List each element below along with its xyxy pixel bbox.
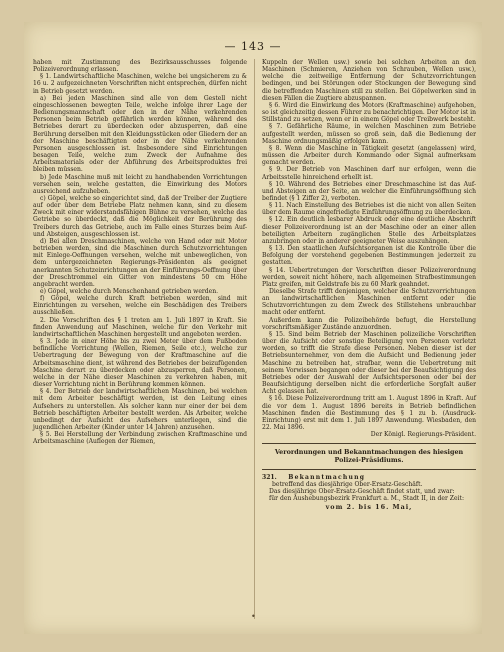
- paragraph: d) Bei allen Dreschmaschinen, welche von Hand oder mit Motor betrieben werden, sind die Maschinen durch Schutzvorrichtungen mit Einlege-Oeffnungen versehen, welche mit unbeweglichen, von dem untergezeichneten Regierungs-Präsidenten als geeignet anerkannten Schutzeinrichtungen an der Einführungs-Oeffnung über der Dreschtrommel ein Gitter von mindestens 50 cm Höhe angebracht werden.: [33, 237, 247, 288]
- paragraph: Dieselbe Strafe trifft denjenigen, welcher die Schutzvorrichtungen an landwirtschaftlichen Maschinen entfernt oder die Schutzvorrichtungen zu dem Zweck des Stillstehens unbrauchbar macht oder entfernt.: [262, 288, 476, 317]
- section-title: Verordnungen und Bekanntmachungen des hiesigen Polizei-Präsidiums.: [274, 447, 464, 464]
- announcement-number: 321.: [262, 473, 277, 481]
- paragraph: a) Bei jeden Maschinen sind alle von dem Gestell nicht eingeschlossenen bewegten Teile, welche infolge ihrer Lage der Bedienungsmannschaft oder den in der Nähe verkehrenden Personen beim Betrieb gefährlich werden können, während des Betriebes derart zu überdecken oder abzusperren, daß eine Berührung derselben mit den Kleidungsstücken oder Gliedern der an der Maschine beschäftigten oder in der Nähe verkehrenden Personen ausgeschlossen ist. Insbesondere sind Einrichtungen besagen Teile, welche zum Zweck der Aufnahme des Arbeitsmaterials oder der Abführung des Arbeitsproduktes frei bleiben müssen.: [33, 94, 247, 174]
- announcement-text: betreffend das diesjährige Ober-Ersatz-Geschäft.: [272, 480, 423, 488]
- announcement: [262, 474, 476, 512]
- column-divider: [254, 59, 255, 619]
- announcement-text: Das diesjährige Ober-Ersatz-Geschäft findet statt, und zwar:: [269, 487, 455, 495]
- paragraph: § 5. Bei Herstellung der Verbindung zwischen Kraftmaschine und Arbeitsmaschine (Auflegen der Riemen,: [33, 431, 247, 446]
- paragraph: f) Göpel, welche durch Kraft betrieben werden, sind mit Einrichtungen zu versehen, welche ein Beschädigen des Treibers ausschließen.: [33, 295, 247, 317]
- paragraph: 2. Die Vorschriften des § 1 treten am 1. Juli 1897 in Kraft. Sie finden Anwendung auf Maschinen, welche für den Verkehr mit landwirtschaftlichen Maschinen hergestellt und angeboten werden.: [33, 316, 247, 338]
- paragraph: § 6. Wird die Einwirkung des Motors (Kraftmaschine) aufgehoben, so ist gleichzeitig dessen Führer zu benachrichtigen. Der Motor ist in Stillstand zu setzen, wenn er in einem Göpel oder Treibwerk besteht.: [262, 101, 476, 124]
- paragraph: § 14. Uebertretungen der Vorschriften dieser Polizeiverordnung werden, soweit nicht höhere, nach allgemeinen Strafbestimmungen Platz greifen, mit Geldstrafe bis zu 60 Mark geahndet.: [262, 266, 476, 288]
- paragraph: § 1. Landwirtschaftliche Maschinen, welche bei ungsicherem zu & 16 u. 2 aufgezeichneten Vorschriften nicht entsprechen, dürfen nicht in Betrieb gesetzt werden.: [33, 73, 247, 95]
- paragraph: § 13. Den staatlichen Aufsichtsorganen ist die Kontrolle über die Befolgung der vorstehend gegebenen Bestimmungen jederzeit zu gestatten.: [262, 245, 476, 267]
- paragraph: Kuppeln der Wellen usw.) sowie bei solchen Arbeiten an den Maschinen (Schmieren, Anziehen von Schrauben, Wellen usw.), welche die zeitweilige Entfernung der Schutzvorrichtungen bedingen, und bei Störungen oder Stockungen der Bewegung sind die betreffenden Maschinen still zu stellen. Bei Göpelwerken sind in diesen Fällen die Zugtiere abzuspannen.: [262, 59, 476, 102]
- paragraph: § 9. Der Betrieb von Maschinen darf nur erfolgen, wenn die Arbeitsstelle hinreichend erhellt ist.: [262, 166, 476, 181]
- paragraph: § 12. Ein deutlich lesbarer Abdruck oder eine deutliche Abschrift dieser Polizeiverordnung ist an der Maschine oder an einer allen beteiligten Arbeitern zugänglichen Stelle des Arbeitsplatzes anzubringen oder in anderer geeigneter Weise auszuhängen.: [262, 216, 476, 245]
- section-rule: [262, 469, 476, 470]
- page-number: — 143 —: [224, 40, 282, 53]
- paragraph: § 4. Der Betrieb der landwirtschaftlichen Maschinen, bei welchen mit dem Arbeiter beschäftigt werden, ist den Leitung eines Aufsehers zu unterstellen. Als solcher kann nur einer der bei dem Betrieb beschäftigten Arbeiter bestellt werden. Als Arbeiter, welche unbedingt der Aufsicht des Aufsehers unterliegen, sind die jugendlichen Arbeiter (Kinder unter 14 Jahren) anzusehen.: [33, 388, 247, 431]
- left-column: [33, 59, 247, 445]
- announcement-title: Bekanntmachung: [288, 473, 366, 481]
- signature-line: Der Königl. Regierungs-Präsident.: [370, 431, 476, 439]
- paragraph: § 8. Wenn die Maschine in Tätigkeit gesetzt (angelassen) wird, müssen die Arbeiter durch Kommando oder Signal aufmerksam gemacht werden.: [262, 144, 476, 167]
- paragraph: § 3. Jede in einer Höhe bis zu zwei Meter über dem Fußboden befindliche Vorrichtung (Wellen, Riemen, Seile etc.), welche zur Uebertragung der Bewegung von der Kraftmaschine auf die Arbeitsmaschine dient, ist während des Betriebes der beizufügenden Maschine derart zu überdecken oder abzusperren, daß Personen, welche in der Nähe dieser Maschinen zu verkehren haben, mit dieser Vorrichtung nicht in Berührung kommen können.: [33, 338, 247, 389]
- paragraph: c) Göpel, welche so eingerichtet sind, daß der Treiber der Zugtiere auf oder über dem Betriebe Platz nehmen kann, sind zu diesem Zweck mit einer widerstandsfähigen Bühne zu versehen, welche das Getriebe so überdeckt, daß die Möglichkeit der Berührung des Treibers durch das Getriebe, auch im Falle eines Sturzes beim Auf- und Absteigen, ausgeschlossen ist.: [33, 194, 247, 238]
- paragraph: Außerdem kann die Polizeibehörde befugt, die Herstellung vorschriftsmäßiger Zustände anzuordnen.: [262, 316, 476, 331]
- right-column: [262, 59, 476, 511]
- paragraph: § 10. Während des Betriebes einer Dreschmaschine ist das Auf- und Absteigen an der Seite, an welcher die Einführungsöffnung sich befindet (§ 1 Ziffer 2), verboten.: [262, 180, 476, 202]
- section-rule: [262, 443, 476, 444]
- newspaper-page: [24, 22, 482, 634]
- paragraph: haben mit Zustimmung des Bezirksausschusses folgende Polizeiverordnung erlassen.: [33, 59, 247, 74]
- paragraph: § 7. Gefährliche Räume, in welchen Maschinen zum Betriebe aufgestellt werden, müssen so groß sein, daß die Bedienung der Maschine ordnungsmäßig erfolgen kann.: [262, 123, 476, 145]
- paragraph: § 11. Nach Einstellung des Betriebes ist die nicht von allen Seiten über dem Raume eingefriedigte Einführungsöffnung zu überdecken.: [262, 202, 476, 217]
- announcement-date: vom 2. bis 16. Mai,: [325, 503, 413, 512]
- paragraph: § 16. Diese Polizeiverordnung tritt am 1. August 1896 in Kraft. Auf die vor dem 1. August 1896 bereits in Betrieb befindlichen Maschinen finden die Bestimmung des § 1 zu b. (Ausdruck-Einrichtung) erst mit dem 1. Juli 1897 Anwendung. Wiesbaden, den 22. Mai 1896.: [262, 395, 476, 431]
- ink-dot: •: [251, 612, 256, 621]
- paragraph: b) Jede Maschine muß mit leicht zu handhabenden Vorrichtungen versehen sein, welche gestatten, die Einwirkung des Motors ausreichend aufzuheben.: [33, 173, 247, 195]
- paragraph: e) Göpel, welche durch Menschenhand getrieben werden.: [40, 288, 219, 295]
- announcement-text: für den Aushebungsbezirk Frankfurt a. M., Stadt II, in der Zeit:: [269, 495, 464, 503]
- paragraph: § 15. Sind beim Betrieb der Maschinen polizeiliche Vorschriften über die Aufsicht oder sonstige Beteiligung von Personen verletzt worden, so trifft die Strafe diese Personen. Neben dieser ist der Betriebsunternehmer, von dem die Aufsicht und Bedienung jeder Maschine zu betreiben hat, strafbar, wenn die Uebertretung mit seinem Vorwissen begangen oder dieser bei der Beaufsichtigung des Betriebes oder der Auswahl der Aufsichtspersonen oder bei der Beaufsichtigung derselben nicht die erforderliche Sorgfalt außer Acht gelassen hat.: [262, 330, 476, 396]
